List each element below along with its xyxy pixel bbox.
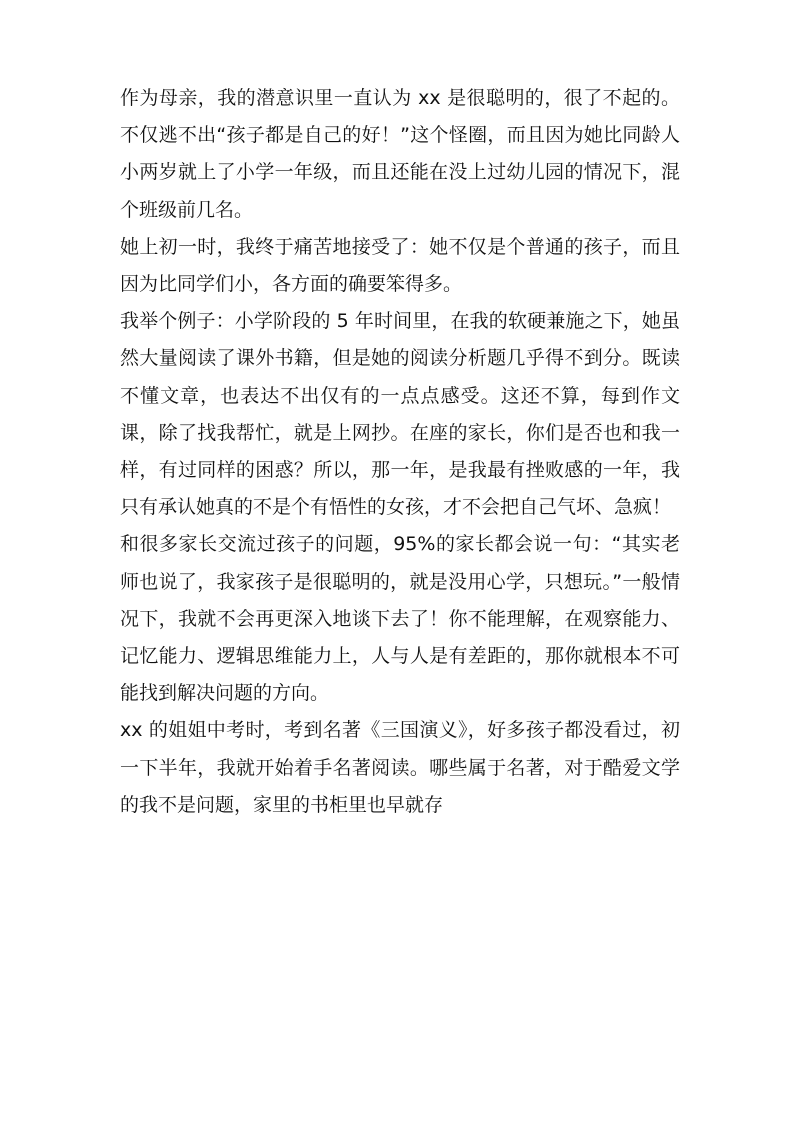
document-body xyxy=(120,80,680,824)
paragraph-5: xx 的姐姐中考时，考到名著《三国演义》，好多孩子都没看过，初一下半年，我就开始着手名著阅读。哪些属于名著，对于酷爱文学的我不是问题，家里的书柜里也早就存 xyxy=(120,719,680,816)
paragraph-1: 作为母亲，我的潜意识里一直认为 xx 是很聪明的，很了不起的。不仅逃不出“孩子都是自己的好！”这个怪圈，而且因为她比同龄人小两岁就上了小学一年级，而且还能在没上过幼儿园的情况下，混个班级前几名。 xyxy=(120,87,680,221)
paragraph-4: 和很多家长交流过孩子的问题，95%的家长都会说一句：“其实老师也说了，我家孩子是很聪明的，就是没用心学，只想玩。”一般情况下，我就不会再更深入地谈下去了！你不能理解，在观察能力、记忆能力、逻辑思维能力上，人与人是有差距的，那你就根本不可能找到解决问题的方向。 xyxy=(120,533,680,705)
paragraph-3: 我举个例子：小学阶段的 5 年时间里，在我的软硬兼施之下，她虽然大量阅读了课外书籍，但是她的阅读分析题几乎得不到分。既读不懂文章，也表达不出仅有的一点点感受。这还不算，每到作文课，除了找我帮忙，就是上网抄。在座的家长，你们是否也和我一样，有过同样的困惑？所以，那一年，是我最有挫败感的一年，我只有承认她真的不是个有悟性的女孩，才不会把自己气坏、急疯！ xyxy=(120,310,680,519)
paragraph-2: 她上初一时，我终于痛苦地接受了：她不仅是个普通的孩子，而且因为比同学们小，各方面的确要笨得多。 xyxy=(120,235,680,296)
